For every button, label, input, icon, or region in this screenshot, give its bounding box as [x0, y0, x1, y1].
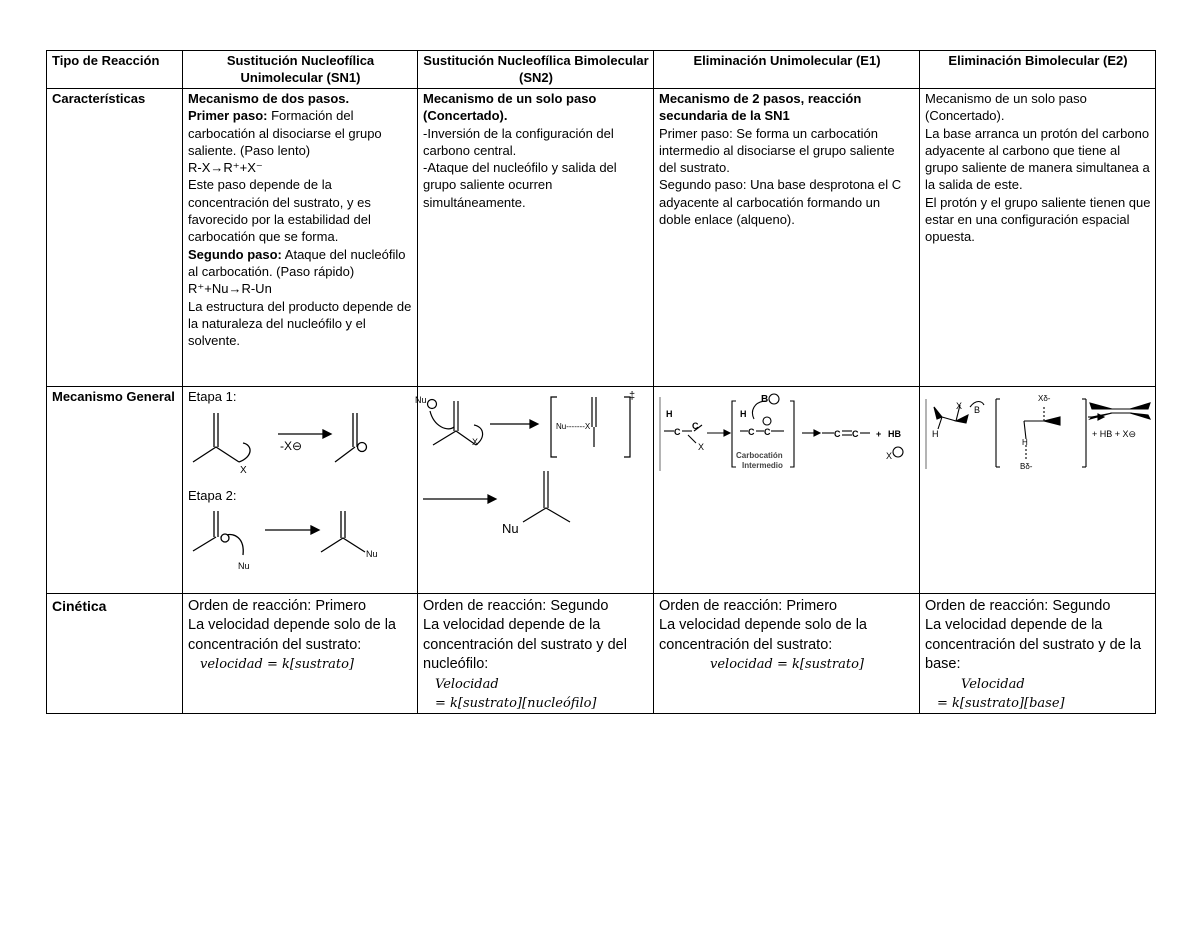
cell-e2-caracteristicas — [920, 89, 1156, 387]
row-mecanismo — [47, 387, 1156, 594]
header-e2: Eliminación Bimolecular (E2) — [920, 51, 1156, 89]
sn2-dagger: ‡ — [629, 390, 636, 402]
e2-l2: La base arranca un protón del carbono adyacente al carbono que tiene al grupo saliente de manera simultanea a la salida de este. — [925, 125, 1150, 193]
sn1-p1-text: Formación del carbocatión al disociarse el grupo saliente. (Paso lento) — [188, 108, 382, 158]
sn1-eq2: R⁺+Nu→R-Un — [188, 281, 272, 297]
e2-l1: Mecanismo de un solo paso (Concertado). — [925, 91, 1087, 124]
e2-bdelta-label: Bδ- — [1020, 462, 1033, 471]
sn1-product-nu-label: Nu — [366, 549, 378, 559]
sn1-p1-more: Este paso depende de la concentración del sustrato, y es favorecido por la estabilidad del carbocatión que se forma. — [188, 177, 371, 245]
e1-k-orden: Orden de reacción: Primero — [659, 598, 838, 614]
e2-l3: El protón y el grupo saliente tienen que estar en una configuración espacial opuesta. — [925, 194, 1151, 245]
e1-h-label: H — [666, 409, 673, 419]
cell-sn1-mecanismo — [183, 387, 418, 594]
e1-x-label: X — [698, 442, 705, 452]
e1-l2: Segundo paso: Una base desprotona el C adyacente al carbocatión formando un doble enlace (alqueno). — [659, 177, 902, 228]
sn1-k-text: La velocidad depende solo de la concentración del sustrato: — [188, 617, 396, 653]
e1-k-formula: velocidad = k[sustrato] — [710, 657, 864, 673]
e1-c3-label: C — [748, 427, 755, 437]
e1-c1-label: C — [674, 427, 681, 437]
cell-e1-mecanismo — [654, 387, 920, 594]
reaction-comparison-table — [46, 50, 1156, 714]
header-sn2: Sustitución Nucleofílica Bimolecular (SN2) — [418, 51, 654, 89]
header-tipo: Tipo de Reacción — [47, 51, 183, 89]
sn1-eq1: R-X→R⁺+X⁻ — [188, 160, 263, 176]
row-label-mecanismo: Mecanismo General — [47, 387, 183, 594]
sn2-k-formula-2: = k[sustrato][nucleófilo] — [435, 696, 597, 712]
header-row — [47, 51, 1156, 89]
e1-h2-label: H — [740, 409, 747, 419]
sn2-l2: -Ataque del nucleófilo y salida del grupo saliente ocurren simultáneamente. — [423, 160, 617, 210]
sn2-k-orden: Orden de reacción: Segundo — [423, 598, 609, 614]
sn2-k-text: La velocidad depende de la concentración del sustrato y del nucleófilo: — [423, 617, 627, 673]
e2-mechanism-diagram — [920, 387, 1156, 592]
row-caracteristicas — [47, 89, 1156, 387]
sn1-k-orden: Orden de reacción: Primero — [188, 598, 367, 614]
cell-sn2-caracteristicas — [418, 89, 654, 387]
sn1-p2-label: Segundo paso: — [188, 246, 282, 262]
cell-e1-cinetica — [654, 594, 920, 714]
e1-x2-label: X — [886, 451, 893, 461]
sn1-k-formula: velocidad = k[sustrato] — [200, 657, 354, 673]
cell-e2-mecanismo — [920, 387, 1156, 594]
header-sn1: Sustitución Nucleofílica Unimolecular (SN1) — [183, 51, 418, 89]
row-label-cinetica: Cinética — [47, 594, 183, 714]
cell-e2-cinetica — [920, 594, 1156, 714]
sn1-leaving-label: -X⊖ — [280, 439, 303, 453]
e2-h2-label: H — [1022, 438, 1028, 447]
e1-c5-label: C — [834, 429, 841, 439]
header-e1: Eliminación Unimolecular (E1) — [654, 51, 920, 89]
e2-h-label: H — [932, 429, 939, 439]
sn2-transition-state: Nu-------X — [556, 422, 591, 431]
sn1-title: Mecanismo de dos pasos. — [188, 91, 350, 106]
e2-k-formula-1: Velocidad — [961, 676, 1025, 692]
e1-intermediate-label: Carbocatión Intermedio — [736, 451, 783, 470]
e1-plus-label: + — [876, 429, 882, 439]
e2-xdelta-label: Xδ- — [1038, 394, 1051, 403]
e2-k-formula-2: = k[sustrato][base] — [937, 696, 1065, 712]
sn2-title: Mecanismo de un solo paso (Concertado). — [423, 91, 597, 124]
sn2-mechanism-diagram — [415, 387, 654, 592]
e2-k-orden: Orden de reacción: Segundo — [925, 598, 1111, 614]
e1-hb-label: HB — [888, 429, 901, 439]
e1-mechanism-diagram — [654, 387, 920, 592]
sn2-product-nu: Nu — [502, 521, 519, 536]
sn1-p2-text: Ataque del nucleófilo al carbocatión. (Paso rápido) — [188, 246, 406, 279]
e1-l1: Primer paso: Se forma un carbocatión intermedio al disociarse el grupo saliente del sustrato. — [659, 125, 895, 176]
e1-c6-label: C — [852, 429, 859, 439]
row-label-caracteristicas: Características — [47, 89, 183, 387]
e1-c4-label: C — [764, 427, 771, 437]
sn2-k-formula-1: Velocidad — [435, 676, 499, 692]
sn1-p2-more: La estructura del producto depende de la naturaleza del nucleófilo y el solvente. — [188, 298, 412, 349]
e1-c2-label: C — [692, 421, 699, 431]
sn2-x-label: X — [472, 437, 479, 447]
e1-title: Mecanismo de 2 pasos, reacción secundaria de la SN1 — [659, 91, 862, 124]
sn1-mechanism-diagram — [183, 387, 418, 592]
sn1-etapa1-label: Etapa 1: — [188, 389, 237, 404]
sn1-p1-label: Primer paso: — [188, 108, 268, 124]
e1-k-text: La velocidad depende solo de la concentración del sustrato: — [659, 617, 867, 653]
row-cinetica — [47, 594, 1156, 714]
sn1-nu-label: Nu — [238, 561, 250, 571]
sn2-l1: -Inversión de la configuración del carbono central. — [423, 125, 614, 158]
cell-e1-caracteristicas — [654, 89, 920, 387]
cell-sn2-cinetica — [418, 594, 654, 714]
sn1-etapa2-label: Etapa 2: — [188, 488, 237, 503]
e2-k-text: La velocidad depende de la concentración del sustrato y de la base: — [925, 617, 1142, 673]
e2-products-label: + HB + X⊖ — [1092, 429, 1137, 439]
cell-sn2-mecanismo — [415, 387, 654, 594]
sn2-nu-label: Nu — [415, 395, 427, 405]
cell-sn1-caracteristicas — [183, 89, 418, 387]
e2-x-label: X — [956, 401, 963, 411]
e1-b-label: B — [761, 394, 769, 405]
sn1-x-label: X — [240, 465, 247, 476]
cell-sn1-cinetica — [183, 594, 418, 714]
e2-b-label: B — [974, 405, 981, 415]
